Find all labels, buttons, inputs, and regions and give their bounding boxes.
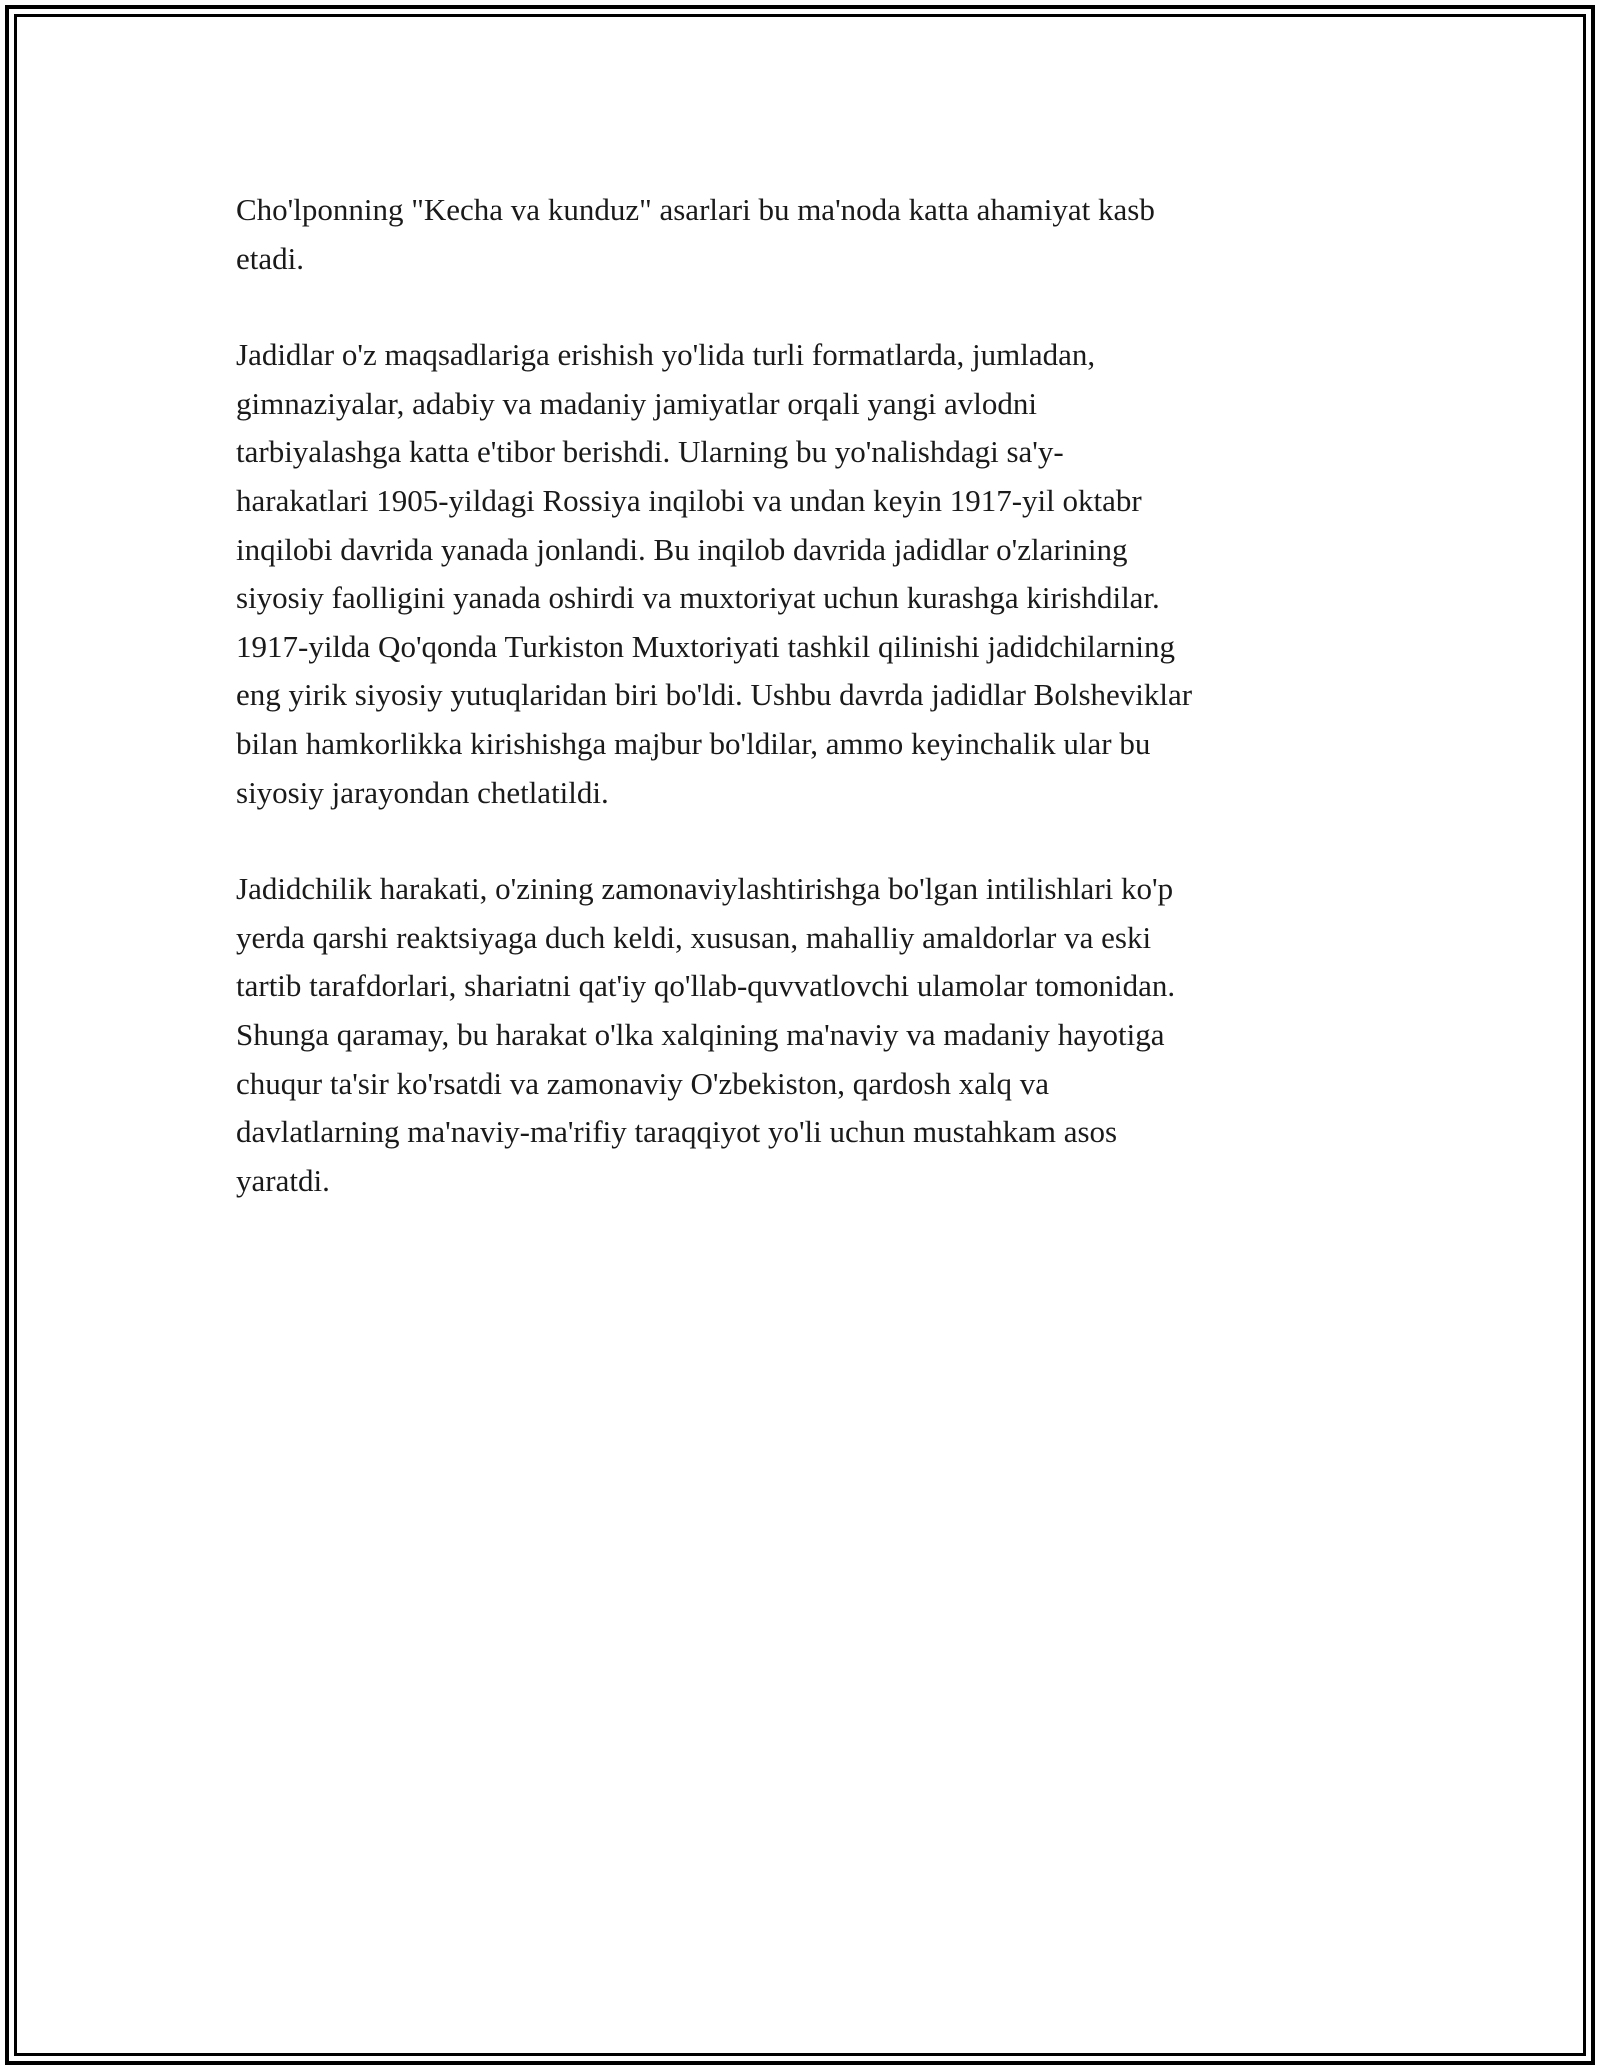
text-line: eng yirik siyosiy yutuqlaridan biri bo'ldi. Ushbu davrda jadidlar Bolsheviklar — [236, 677, 1193, 713]
text-line: siyosiy faolligini yanada oshirdi va muxtoriyat uchun kurashga kirishdilar. — [236, 580, 1160, 616]
text-line: siyosiy jarayondan chetlatildi. — [236, 774, 609, 810]
document-body — [236, 186, 1376, 1253]
text-line: 1917-yilda Qo'qonda Turkiston Muxtoriyati tashkil qilinishi jadidchilarning — [236, 628, 1175, 664]
text-line: tarbiyalashga katta e'tibor berishdi. Ularning bu yo'nalishdagi sa'y- — [236, 434, 1064, 470]
text-line: inqilobi davrida yanada jonlandi. Bu inqilob davrida jadidlar o'zlarining — [236, 531, 1128, 567]
text-line: gimnaziyalar, adabiy va madaniy jamiyatlar orqali yangi avlodni — [236, 385, 1038, 421]
text-line: Jadidlar o'z maqsadlariga erishish yo'lida turli formatlarda, jumladan, — [236, 337, 1096, 373]
text-line: Jadidchilik harakati, o'zining zamonaviylashtirishga bo'lgan intilishlari ko'p — [236, 871, 1174, 907]
paragraph-1 — [236, 186, 1376, 283]
text-line: Shunga qaramay, bu harakat o'lka xalqining ma'naviy va madaniy hayotiga — [236, 1016, 1165, 1052]
text-line: Cho'lponning "Kecha va kunduz" asarlari bu ma'noda katta ahamiyat kasb — [236, 192, 1155, 227]
paragraph-2 — [236, 331, 1376, 817]
paragraph-3 — [236, 865, 1376, 1205]
text-line: harakatlari 1905-yildagi Rossiya inqilobi va undan keyin 1917-yil oktabr — [236, 482, 1142, 518]
text-line: chuqur ta'sir ko'rsatdi va zamonaviy O'zbekiston, qardosh xalq va — [236, 1065, 1050, 1101]
text-line: yaratdi. — [236, 1162, 330, 1198]
text-line: tartib tarafdorlari, shariatni qat'iy qo'llab-quvvatlovchi ulamolar tomonidan. — [236, 968, 1176, 1004]
text-line: yerda qarshi reaktsiyaga duch keldi, xususan, mahalliy amaldorlar va eski — [236, 919, 1152, 955]
text-line: etadi. — [236, 240, 304, 276]
text-line: davlatlarning ma'naviy-ma'rifiy taraqqiyot yo'li uchun mustahkam asos — [236, 1114, 1118, 1150]
text-line: bilan hamkorlikka kirishishga majbur bo'ldilar, ammo keyinchalik ular bu — [236, 725, 1151, 761]
